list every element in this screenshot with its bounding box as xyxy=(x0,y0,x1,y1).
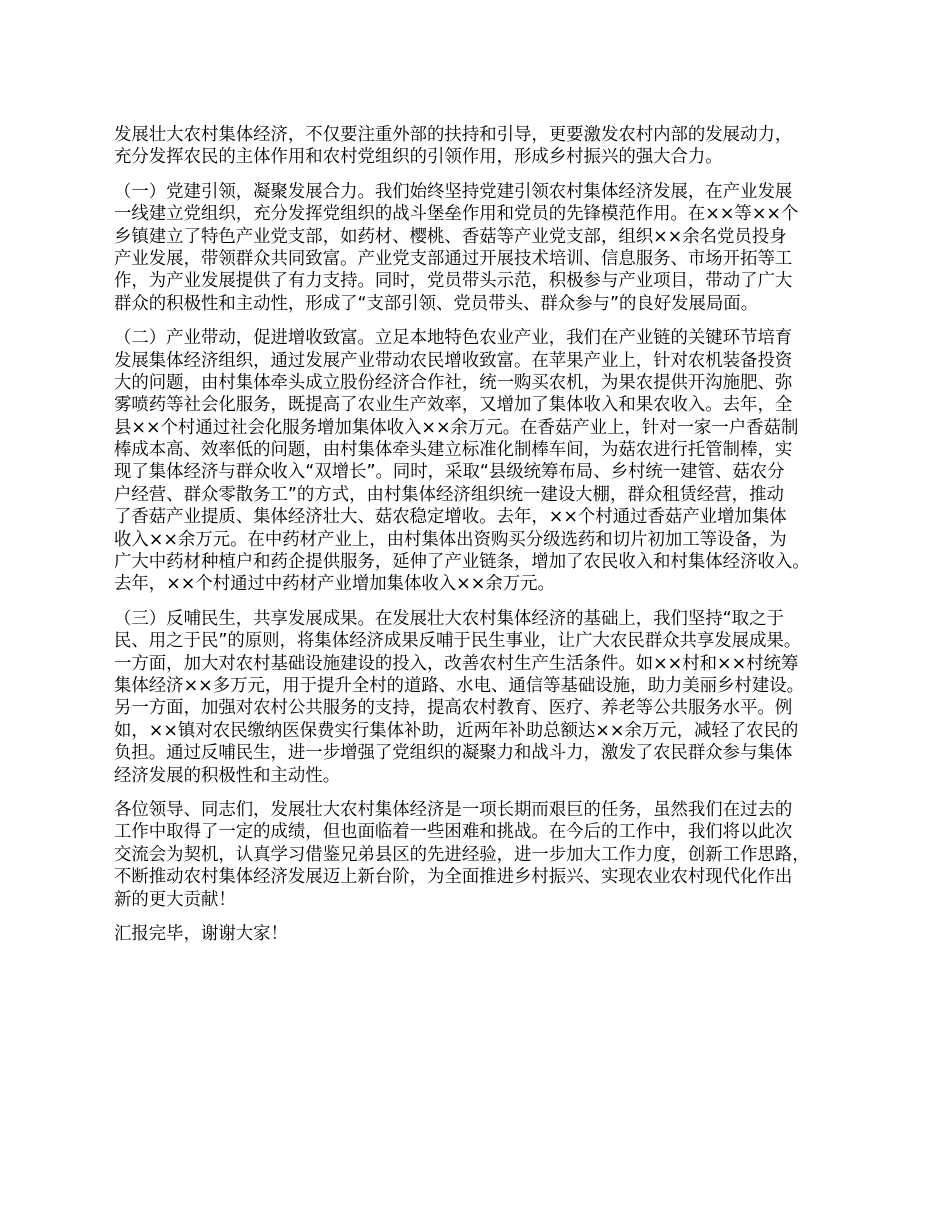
paragraph-industry-driven xyxy=(114,327,856,596)
text-line: 现了集体经济与群众收入“双增长”。同时，采取“县级统筹布局、乡村统一建管、菇农分 xyxy=(114,462,785,483)
text-line: 收入××余万元。在中药材产业上，由村集体出资购买分级选药和切片初加工等设备，为 xyxy=(114,529,787,550)
text-line: 棒成本高、效率低的问题，由村集体牵头建立标准化制棒车间，为菇农进行托管制棒，实 xyxy=(114,440,793,461)
text-line: 工作中取得了一定的成绩，但也面临着一些困难和挑战。在今后的工作中，我们将以此次 xyxy=(114,822,793,843)
text-line: 发展壮大农村集体经济，不仅要注重外部的扶持和引导，更要激发农村内部的发展动力， xyxy=(114,125,793,145)
text-line: 各位领导、同志们，发展壮大农村集体经济是一项长期而艰巨的任务，虽然我们在过去的 xyxy=(114,799,793,820)
text-line: 经济发展的积极性和主动性。 xyxy=(114,765,341,786)
text-line: 另一方面，加强对农村公共服务的支持，提高农村教育、医疗、养老等公共服务水平。例 xyxy=(114,698,793,719)
paragraph-closing xyxy=(114,923,856,945)
text-line: 作，为产业发展提供了有力支持。同时，党员带头示范，积极参与产业项目，带动了广大 xyxy=(114,271,793,292)
text-line: 大的问题，由村集体牵头成立股份经济合作社，统一购买农机，为果农提供开沟施肥、弥 xyxy=(114,372,793,393)
text-line: 集体经济××多万元，用于提升全村的道路、水电、通信等基础设施，助力美丽乡村建设。 xyxy=(114,675,804,696)
paragraph-party-building xyxy=(114,181,856,315)
text-line: 产业发展，带领群众共同致富。产业党支部通过开展技术培训、信息服务、市场开拓等工 xyxy=(114,248,793,269)
text-line: 乡镇建立了特色产业党支部，如药材、樱桃、香菇等产业党支部，组织××余名党员投身 xyxy=(114,226,787,247)
text-line: 去年，××个村通过中药材产业增加集体收入××余万元。 xyxy=(114,574,555,595)
text-line: 新的更大贡献！ xyxy=(114,889,236,910)
text-line: 发展集体经济组织，通过发展产业带动农民增收致富。在苹果产业上，针对农机装备投资 xyxy=(114,350,793,371)
text-line: （三）反哺民生，共享发展成果。在发展壮大农村集体经济的基础上，我们坚持“取之于 xyxy=(114,608,784,629)
paragraph-livelihood xyxy=(114,608,856,787)
paragraph-conclusion xyxy=(114,799,856,911)
text-line: 不断推动农村集体经济发展迈上新台阶，为全面推进乡村振兴、实现农业农村现代化作出 xyxy=(114,867,793,888)
text-line: 如，××镇对农民缴纳医保费实行集体补助，近两年补助总额达××余万元，减轻了农民的 xyxy=(114,720,799,741)
text-line: 了香菇产业提质、集体经济壮大、菇农稳定增收。去年，××个村通过香菇产业增加集体 xyxy=(114,507,787,528)
paragraph-intro xyxy=(114,124,856,169)
text-line: 广大中药材种植户和药企提供服务，延伸了产业链条，增加了农民收入和村集体经济收入。 xyxy=(114,552,810,573)
text-line: 交流会为契机，认真学习借鉴兄弟县区的先进经验，进一步加大工作力度，创新工作思路， xyxy=(114,844,810,865)
text-line: 户经营、群众零散务工”的方式，由村集体经济组织统一建设大棚，群众租赁经营，推动 xyxy=(114,484,784,505)
text-line: 一线建立党组织，充分发挥党组织的战斗堡垒作用和党员的先锋模范作用。在××等××个 xyxy=(114,204,799,225)
text-line: 县××个村通过社会化服务增加集体收入××余万元。在香菇产业上，针对一家一户香菇制 xyxy=(114,417,799,438)
text-line: （二）产业带动，促进增收致富。立足本地特色农业产业，我们在产业链的关键环节培育 xyxy=(114,328,793,349)
text-line: （一）党建引领，凝聚发展合力。我们始终坚持党建引领农村集体经济发展，在产业发展 xyxy=(114,181,793,202)
text-line: 民、用之于民”的原则，将集体经济成果反哺于民生事业，让广大农民群众共享发展成果。 xyxy=(114,631,802,652)
text-line: 充分发挥农民的主体作用和农村党组织的引领作用，形成乡村振兴的强大合力。 xyxy=(114,147,723,168)
text-line: 汇报完毕，谢谢大家！ xyxy=(114,923,288,944)
text-line: 群众的积极性和主动性，形成了“支部引领、党员带头、群众参与”的良好发展局面。 xyxy=(114,293,759,314)
text-line: 一方面，加大对农村基础设施建设的投入，改善农村生产生活条件。如××村和××村统筹 xyxy=(114,653,799,674)
document-page xyxy=(114,124,856,957)
text-line: 负担。通过反哺民生，进一步增强了党组织的凝聚力和战斗力，激发了农民群众参与集体 xyxy=(114,743,793,764)
text-line: 雾喷药等社会化服务，既提高了农业生产效率，又增加了集体收入和果农收入。去年，全 xyxy=(114,395,793,416)
